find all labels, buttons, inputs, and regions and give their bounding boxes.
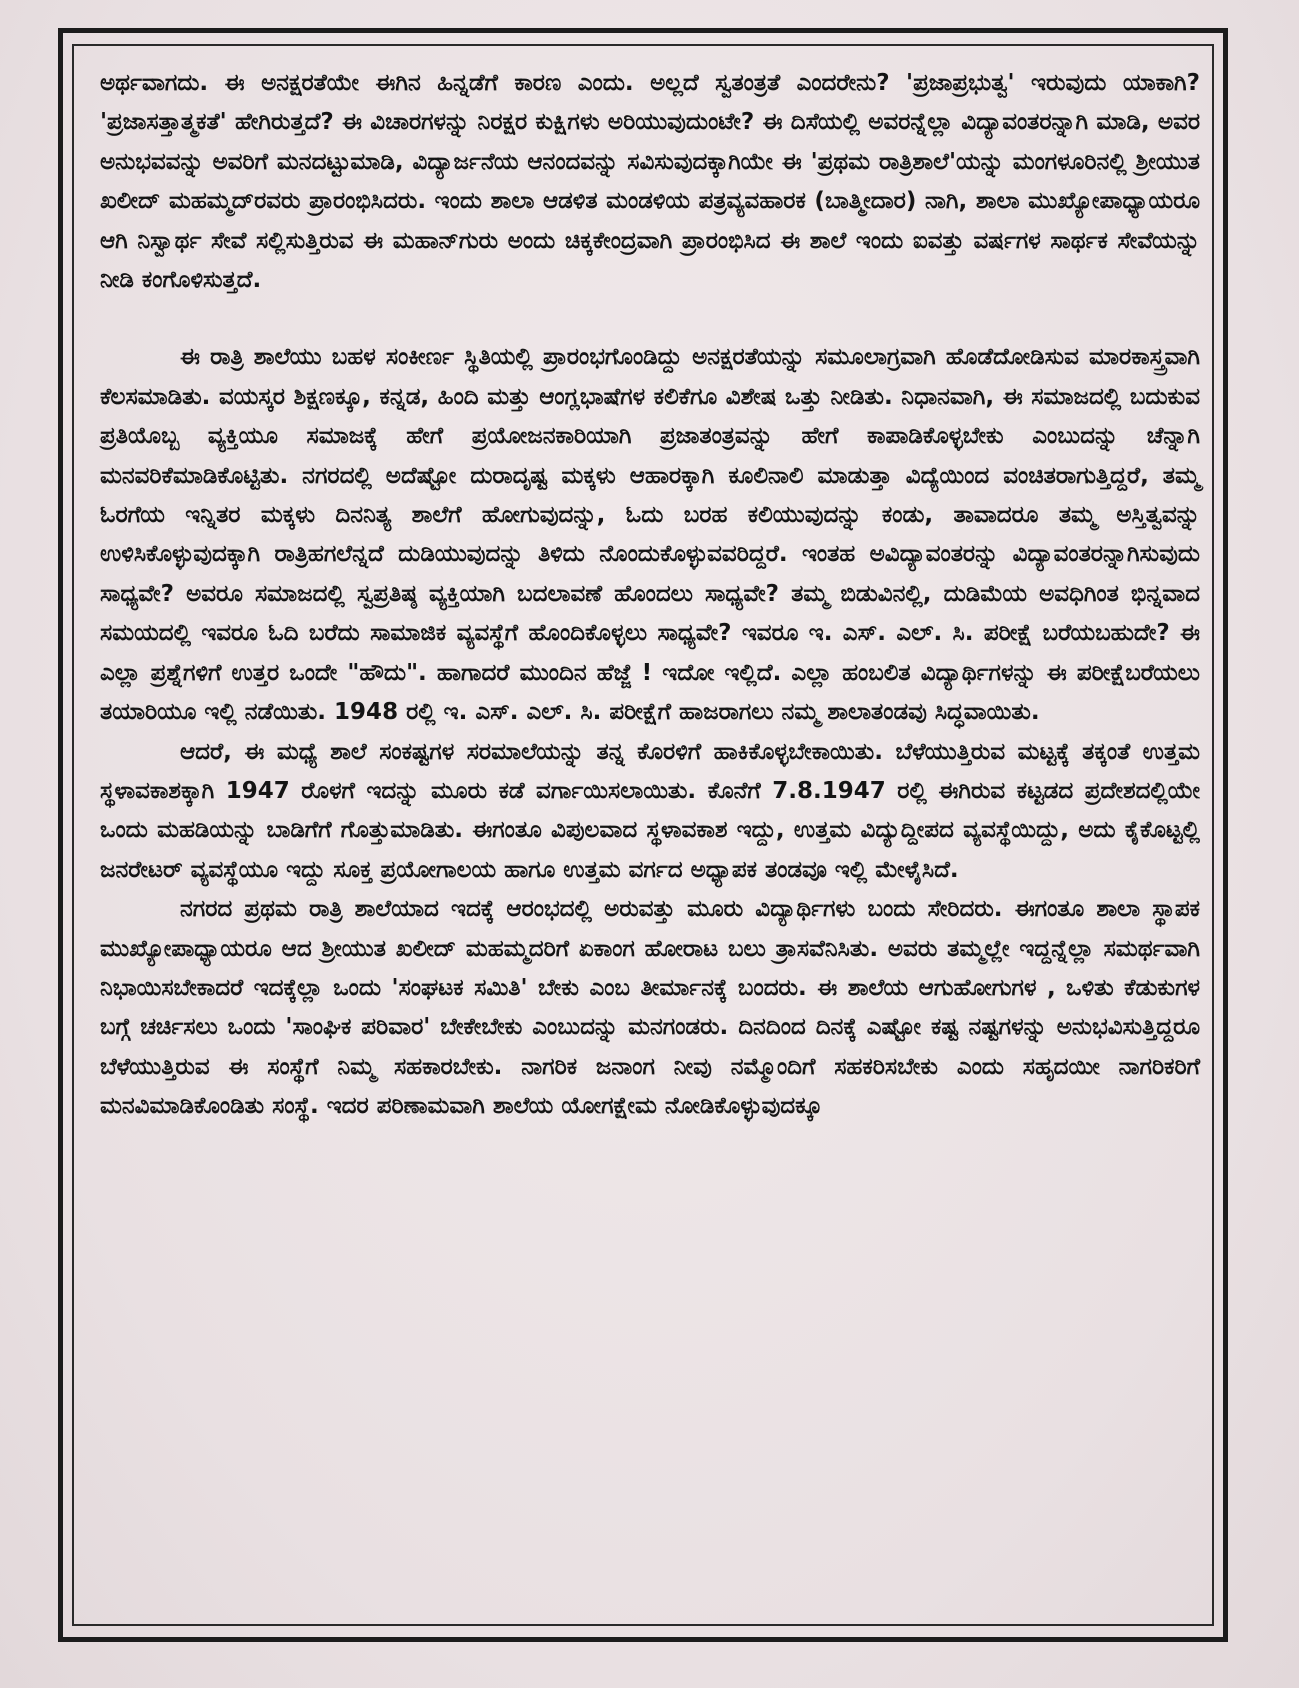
paragraph-4: ನಗರದ ಪ್ರಥಮ ರಾತ್ರಿ ಶಾಲೆಯಾದ ಇದಕ್ಕೆ ಆರಂಭದಲ್ಲಿ ಅರುವತ್ತು ಮೂರು ವಿದ್ಯಾರ್ಥಿಗಳು ಬಂದು ಸೇರಿದರು. ಈಗಂತೂ ಶಾಲಾ ಸ್ಥಾಪಕ ಮುಖ್ಯೋಪಾಧ್ಯಾಯರೂ ಆದ ಶ್ರೀಯುತ ಖಲೀದ್ ಮಹಮ್ಮದರಿಗೆ ಏಕಾಂಗ ಹೋರಾಟ ಬಲು ತ್ರಾಸವೆನಿಸಿತು. ಅವರು ತಮ್ಮಲ್ಲೇ ಇದ್ದನ್ನೆಲ್ಲಾ ಸಮರ್ಥವಾಗಿ ನಿಭಾಯಿಸಬೇಕಾದರೆ ಇದಕ್ಕೆಲ್ಲಾ ಒಂದು 'ಸಂಘಟಕ ಸಮಿತಿ' ಬೇಕು ಎಂಬ ತೀರ್ಮಾನಕ್ಕೆ ಬಂದರು. ಈ ಶಾಲೆಯ ಆಗುಹೋಗುಗಳ , ಒಳಿತು ಕೆಡುಕುಗಳ ಬಗ್ಗೆ ಚರ್ಚಿಸಲು ಒಂದು 'ಸಾಂಘಿಕ ಪರಿವಾರ' ಬೇಕೇಬೇಕು ಎಂಬುದನ್ನು ಮನಗಂಡರು. ದಿನದಿಂದ ದಿನಕ್ಕೆ ಎಷ್ಟೋ ಕಷ್ಟ ನಷ್ಟಗಳನ್ನು ಅನುಭವಿಸುತ್ತಿದ್ದರೂ ಬೆಳೆಯುತ್ತಿರುವ ಈ ಸಂಸ್ಥೆಗೆ ನಿಮ್ಮ ಸಹಕಾರಬೇಕು. ನಾಗರಿಕ ಜನಾಂಗ ನೀವು ನಮ್ಮೊಂದಿಗೆ ಸಹಕರಿಸಬೇಕು ಎಂದು ಸಹೃದಯೀ ನಾಗರಿಕರಿಗೆ ಮನವಿಮಾಡಿಕೊಂಡಿತು ಸಂಸ್ಥೆ. ಇದರ ಪರಿಣಾಮವಾಗಿ ಶಾಲೆಯ ಯೋಗಕ್ಷೇಮ ನೋಡಿಕೊಳ್ಳುವುದಕ್ಕೂ: [100, 896, 1200, 1120]
paragraph-2: ಈ ರಾತ್ರಿ ಶಾಲೆಯು ಬಹಳ ಸಂಕೀರ್ಣ ಸ್ಥಿತಿಯಲ್ಲಿ ಪ್ರಾರಂಭಗೊಂಡಿದ್ದು ಅನಕ್ಷರತೆಯನ್ನು ಸಮೂಲಾಗ್ರವಾಗಿ ಹೊಡೆದೋಡಿಸುವ ಮಾರಕಾಸ್ತ್ರವಾಗಿ ಕೆಲಸಮಾಡಿತು. ವಯಸ್ಕರ ಶಿಕ್ಷಣಕ್ಕೂ, ಕನ್ನಡ, ಹಿಂದಿ ಮತ್ತು ಆಂಗ್ಲಭಾಷೆಗಳ ಕಲಿಕೆಗೂ ವಿಶೇಷ ಒತ್ತು ನೀಡಿತು. ನಿಧಾನವಾಗಿ, ಈ ಸಮಾಜದಲ್ಲಿ ಬದುಕುವ ಪ್ರತಿಯೊಬ್ಬ ವ್ಯಕ್ತಿಯೂ ಸಮಾಜಕ್ಕೆ ಹೇಗೆ ಪ್ರಯೋಜನಕಾರಿಯಾಗಿ ಪ್ರಜಾತಂತ್ರವನ್ನು ಹೇಗೆ ಕಾಪಾಡಿಕೊಳ್ಳಬೇಕು ಎಂಬುದನ್ನು ಚೆನ್ನಾಗಿ ಮನವರಿಕೆಮಾಡಿಕೊಟ್ಟಿತು. ನಗರದಲ್ಲಿ ಅದೆಷ್ಟೋ ದುರಾದೃಷ್ಟ ಮಕ್ಕಳು ಆಹಾರಕ್ಕಾಗಿ ಕೂಲಿನಾಲಿ ಮಾಡುತ್ತಾ ವಿದ್ಯೆಯಿಂದ ವಂಚಿತರಾಗುತ್ತಿದ್ದರೆ, ತಮ್ಮ ಓರಗೆಯ ಇನ್ನಿತರ ಮಕ್ಕಳು ದಿನನಿತ್ಯ ಶಾಲೆಗೆ ಹೋಗುವುದನ್ನು, ಓದು ಬರಹ ಕಲಿಯುವುದನ್ನು ಕಂಡು, ತಾವಾದರೂ ತಮ್ಮ ಅಸ್ತಿತ್ವವನ್ನು ಉಳಿಸಿಕೊಳ್ಳುವುದಕ್ಕಾಗಿ ರಾತ್ರಿಹಗಲೆನ್ನದೆ ದುಡಿಯುವುದನ್ನು ತಿಳಿದು ನೊಂದುಕೊಳ್ಳುವವರಿದ್ದರೆ. ಇಂತಹ ಅವಿದ್ಯಾವಂತರನ್ನು ವಿದ್ಯಾವಂತರನ್ನಾಗಿಸುವುದು ಸಾಧ್ಯವೇ? ಅವರೂ ಸಮಾಜದಲ್ಲಿ ಸ್ವಪ್ರತಿಷ್ಠ ವ್ಯಕ್ತಿಯಾಗಿ ಬದಲಾವಣೆ ಹೊಂದಲು ಸಾಧ್ಯವೇ? ತಮ್ಮ ಬಿಡುವಿನಲ್ಲಿ, ದುಡಿಮೆಯ ಅವಧಿಗಿಂತ ಭಿನ್ನವಾದ ಸಮಯದಲ್ಲಿ ಇವರೂ ಓದಿ ಬರೆದು ಸಾಮಾಜಿಕ ವ್ಯವಸ್ಥೆಗೆ ಹೊಂದಿಕೊಳ್ಳಲು ಸಾಧ್ಯವೇ? ಇವರೂ ಇ. ಎಸ್. ಎಲ್. ಸಿ. ಪರೀಕ್ಷೆ ಬರೆಯಬಹುದೇ? ಈ ಎಲ್ಲಾ ಪ್ರಶ್ನೆಗಳಿಗೆ ಉತ್ತರ ಒಂದೇ "ಹೌದು". ಹಾಗಾದರೆ ಮುಂದಿನ ಹೆಜ್ಜೆ ! ಇದೋ ಇಲ್ಲಿದೆ. ಎಲ್ಲಾ ಹಂಬಲಿತ ವಿದ್ಯಾರ್ಥಿಗಳನ್ನು ಈ ಪರೀಕ್ಷೆಬರೆಯಲು ತಯಾರಿಯೂ ಇಲ್ಲಿ ನಡೆಯಿತು. 1948 ರಲ್ಲಿ ಇ. ಎಸ್. ಎಲ್. ಸಿ. ಪರೀಕ್ಷೆಗೆ ಹಾಜರಾಗಲು ನಮ್ಮ ಶಾಲಾತಂಡವು ಸಿದ್ಧವಾಯಿತು.: [100, 344, 1200, 726]
article-body: [100, 64, 1200, 1127]
paragraph-3: ಆದರೆ, ಈ ಮಧ್ಯೆ ಶಾಲೆ ಸಂಕಷ್ಟಗಳ ಸರಮಾಲೆಯನ್ನು ತನ್ನ ಕೊರಳಿಗೆ ಹಾಕಿಕೊಳ್ಳಬೇಕಾಯಿತು. ಬೆಳೆಯುತ್ತಿರುವ ಮಟ್ಟಕ್ಕೆ ತಕ್ಕಂತೆ ಉತ್ತಮ ಸ್ಥಳಾವಕಾಶಕ್ಕಾಗಿ 1947 ರೊಳಗೆ ಇದನ್ನು ಮೂರು ಕಡೆ ವರ್ಗಾಯಿಸಲಾಯಿತು. ಕೊನೆಗೆ 7.8.1947 ರಲ್ಲಿ ಈಗಿರುವ ಕಟ್ಟಡದ ಪ್ರದೇಶದಲ್ಲಿಯೇ ಒಂದು ಮಹಡಿಯನ್ನು ಬಾಡಿಗೆಗೆ ಗೊತ್ತುಮಾಡಿತು. ಈಗಂತೂ ವಿಪುಲವಾದ ಸ್ಥಳಾವಕಾಶ ಇದ್ದು, ಉತ್ತಮ ವಿದ್ಯುದ್ದೀಪದ ವ್ಯವಸ್ಥೆಯಿದ್ದು, ಅದು ಕೈಕೊಟ್ಟಲ್ಲಿ ಜನರೇಟರ್ ವ್ಯವಸ್ಥೆಯೂ ಇದ್ದು ಸೂಕ್ತ ಪ್ರಯೋಗಾಲಯ ಹಾಗೂ ಉತ್ತಮ ವರ್ಗದ ಅಧ್ಯಾಪಕ ತಂಡವೂ ಇಲ್ಲಿ ಮೇಳೈಸಿದೆ.: [100, 738, 1200, 883]
paragraph-1: ಅರ್ಥವಾಗದು. ಈ ಅನಕ್ಷರತೆಯೇ ಈಗಿನ ಹಿನ್ನಡೆಗೆ ಕಾರಣ ಎಂದು. ಅಲ್ಲದೆ ಸ್ವತಂತ್ರತೆ ಎಂದರೇನು? 'ಪ್ರಜಾಪ್ರಭುತ್ವ' ಇರುವುದು ಯಾಕಾಗಿ? 'ಪ್ರಜಾಸತ್ತಾತ್ಮಕತೆ' ಹೇಗಿರುತ್ತದೆ? ಈ ವಿಚಾರಗಳನ್ನು ನಿರಕ್ಷರ ಕುಕ್ಷಿಗಳು ಅರಿಯುವುದುಂಟೇ? ಈ ದಿಸೆಯಲ್ಲಿ ಅವರನ್ನೆಲ್ಲಾ ವಿದ್ಯಾವಂತರನ್ನಾಗಿ ಮಾಡಿ, ಅವರ ಅನುಭವವನ್ನು ಅವರಿಗೆ ಮನದಟ್ಟುಮಾಡಿ, ವಿದ್ಯಾರ್ಜನೆಯ ಆನಂದವನ್ನು ಸವಿಸುವುದಕ್ಕಾಗಿಯೇ ಈ 'ಪ್ರಥಮ ರಾತ್ರಿಶಾಲೆ'ಯನ್ನು ಮಂಗಳೂರಿನಲ್ಲಿ ಶ್ರೀಯುತ ಖಲೀದ್ ಮಹಮ್ಮದ್‌ರವರು ಪ್ರಾರಂಭಿಸಿದರು. ಇಂದು ಶಾಲಾ ಆಡಳಿತ ಮಂಡಳಿಯ ಪತ್ರವ್ಯವಹಾರಕ (ಬಾತ್ಮೀದಾರ) ನಾಗಿ, ಶಾಲಾ ಮುಖ್ಯೋಪಾಧ್ಯಾಯರೂ ಆಗಿ ನಿಸ್ವಾರ್ಥ ಸೇವೆ ಸಲ್ಲಿಸುತ್ತಿರುವ ಈ ಮಹಾನ್‌ಗುರು ಅಂದು ಚಿಕ್ಕಕೇಂದ್ರವಾಗಿ ಪ್ರಾರಂಭಿಸಿದ ಈ ಶಾಲೆ ಇಂದು ಐವತ್ತು ವರ್ಷಗಳ ಸಾರ್ಥಕ ಸೇವೆಯನ್ನು ನೀಡಿ ಕಂಗೊಳಿಸುತ್ತದೆ.: [100, 70, 1200, 294]
